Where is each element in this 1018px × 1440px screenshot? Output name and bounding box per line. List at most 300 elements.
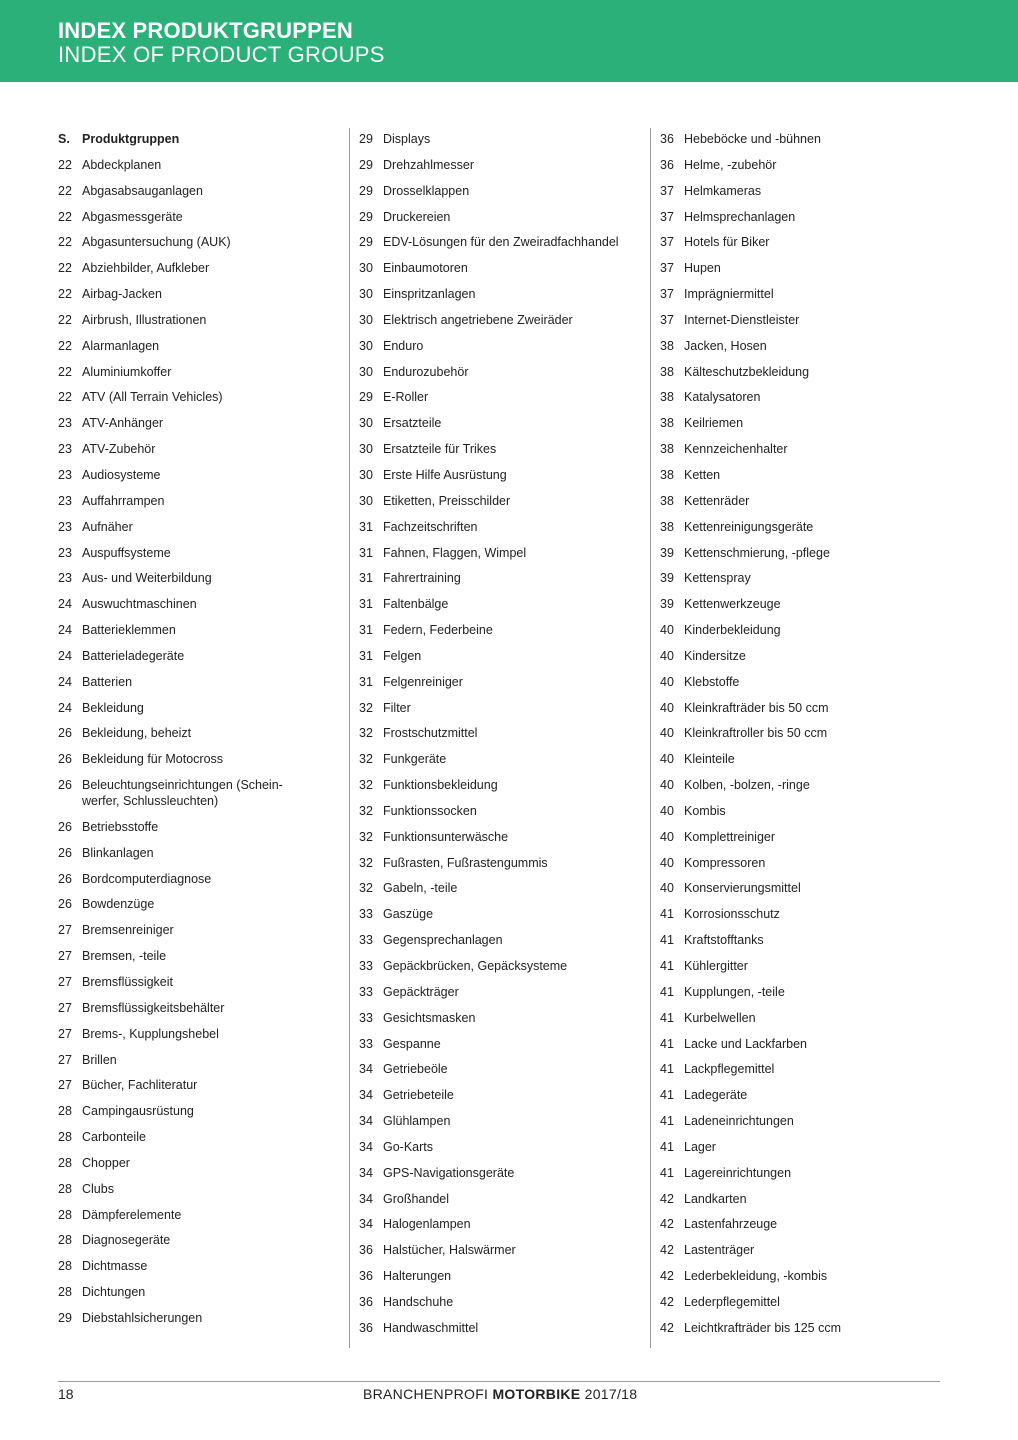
- index-entry: [359, 545, 651, 561]
- entry-label-wrap: [82, 871, 338, 887]
- index-entry: [58, 845, 338, 861]
- index-entry: [58, 596, 338, 612]
- entry-label: Enduro: [383, 338, 424, 353]
- entry-label-wrap: [383, 570, 651, 586]
- entry-page-number: 27: [58, 1052, 72, 1067]
- entry-label-wrap: [82, 209, 338, 225]
- index-entry: [359, 1036, 651, 1052]
- index-entry: [660, 1010, 960, 1026]
- entry-label: Frostschutzmittel: [383, 726, 478, 741]
- index-entry: [359, 1165, 651, 1181]
- entry-page-number: 34: [359, 1088, 373, 1103]
- entry-label: Bremsenreiniger: [82, 923, 174, 938]
- entry-page-number: 34: [359, 1114, 373, 1129]
- index-entry: [660, 209, 960, 225]
- entry-label-wrap: [383, 157, 651, 173]
- index-entry: [58, 415, 338, 431]
- entry-page-number: 32: [359, 881, 373, 896]
- entry-label: Kompressoren: [684, 855, 766, 870]
- entry-label-wrap: [383, 131, 651, 147]
- index-entry: [58, 286, 338, 302]
- entry-label: Lastenfahrzeuge: [684, 1217, 778, 1232]
- entry-label: Felgenreiniger: [383, 674, 463, 689]
- entry-label: Dämpferelemente: [82, 1207, 182, 1222]
- index-entry: [660, 1061, 960, 1077]
- entry-page-number: 27: [58, 1078, 72, 1093]
- entry-label-wrap: [383, 674, 651, 690]
- entry-label: Go-Karts: [383, 1139, 434, 1154]
- entry-page-number: 32: [359, 752, 373, 767]
- index-entry: [58, 519, 338, 535]
- entry-label: Funkgeräte: [383, 752, 447, 767]
- entry-label: Kupplungen, -teile: [684, 984, 785, 999]
- index-entry: [359, 622, 651, 638]
- entry-label: EDV-Lösungen für den Zweiradfachhandel: [383, 235, 619, 250]
- index-entry: [660, 880, 960, 896]
- index-entry: [359, 467, 651, 483]
- entry-label-wrap: [82, 183, 338, 199]
- entry-label-wrap: [684, 1113, 960, 1129]
- entry-label-wrap: [82, 493, 338, 509]
- index-entry: [58, 570, 338, 586]
- entry-label: Jacken, Hosen: [684, 338, 767, 353]
- entry-page-number: 41: [660, 1139, 674, 1154]
- entry-label-wrap: [383, 596, 651, 612]
- entry-page-number: 27: [58, 1000, 72, 1015]
- entry-label-wrap: [383, 493, 651, 509]
- entry-page-number: 28: [58, 1233, 72, 1248]
- entry-page-number: 24: [58, 597, 72, 612]
- entry-label-wrap: [82, 260, 338, 276]
- entry-label-wrap: [684, 777, 960, 793]
- index-entry: [58, 183, 338, 199]
- page-number: 18: [58, 1386, 74, 1402]
- entry-page-number: 29: [359, 390, 373, 405]
- publication-title: [363, 1385, 637, 1403]
- entry-label-wrap: [684, 829, 960, 845]
- entry-label-wrap: [684, 648, 960, 664]
- entry-label-wrap: [684, 519, 960, 535]
- entry-label: Lederpflegemittel: [684, 1294, 780, 1309]
- index-entry: [58, 1026, 338, 1042]
- entry-label-wrap: [383, 519, 651, 535]
- entry-label: Internet-Dienstleister: [684, 312, 800, 327]
- entry-page-number: 22: [58, 235, 72, 250]
- entry-label-wrap: [383, 441, 651, 457]
- index-entry: [660, 1268, 960, 1284]
- entry-label-wrap: [383, 364, 651, 380]
- entry-label-wrap: [82, 922, 338, 938]
- entry-page-number: 38: [660, 442, 674, 457]
- entry-label-wrap: [383, 1216, 651, 1232]
- index-entry: [359, 932, 651, 948]
- index-entry: [58, 545, 338, 561]
- index-entry: [359, 1216, 651, 1232]
- entry-label: Bremsen, -teile: [82, 949, 167, 964]
- index-entry: [359, 234, 651, 250]
- header-banner: [0, 0, 1018, 82]
- entry-label-wrap: [383, 1139, 651, 1155]
- entry-label-wrap: [684, 855, 960, 871]
- index-entry: [359, 1320, 651, 1336]
- entry-page-number: 41: [660, 933, 674, 948]
- entry-label: Keilriemen: [684, 416, 744, 431]
- entry-page-number: 37: [660, 312, 674, 327]
- entry-page-number: 23: [58, 493, 72, 508]
- entry-label-wrap: [82, 519, 338, 535]
- index-entry: [359, 183, 651, 199]
- entry-page-number: 37: [660, 183, 674, 198]
- entry-label-wrap: [684, 1087, 960, 1103]
- entry-page-number: 27: [58, 923, 72, 938]
- entry-label-wrap: [684, 545, 960, 561]
- entry-label: Gabeln, -teile: [383, 881, 458, 896]
- index-entry: [58, 922, 338, 938]
- entry-label-wrap: [82, 441, 338, 457]
- entry-label: Ladeneinrichtungen: [684, 1114, 794, 1129]
- entry-label: Abgasabsauganlagen: [82, 183, 203, 198]
- entry-page-number: 42: [660, 1294, 674, 1309]
- entry-label-wrap: [383, 1087, 651, 1103]
- entry-label: Hotels für Biker: [684, 235, 770, 250]
- entry-label: Aus- und Weiterbildung: [82, 571, 212, 586]
- entry-label: Audiosysteme: [82, 467, 161, 482]
- entry-label-wrap: [82, 545, 338, 561]
- entry-label: Kälteschutzbekleidung: [684, 364, 810, 379]
- entry-label: Clubs: [82, 1181, 114, 1196]
- entry-label: Abdeckplanen: [82, 157, 162, 172]
- entry-label-wrap: [684, 157, 960, 173]
- entry-label-wrap: [684, 1036, 960, 1052]
- entry-label: Etiketten, Preisschilder: [383, 493, 511, 508]
- entry-label: Fußrasten, Fußrastengummis: [383, 855, 548, 870]
- entry-label: Felgen: [383, 648, 422, 663]
- entry-label: Getriebeöle: [383, 1062, 448, 1077]
- entry-page-number: 41: [660, 984, 674, 999]
- index-entry: [58, 312, 338, 328]
- index-entry: [58, 648, 338, 664]
- index-entry: [58, 1052, 338, 1068]
- index-entry: [359, 157, 651, 173]
- entry-label: Brillen: [82, 1052, 117, 1067]
- index-entry: [359, 570, 651, 586]
- entry-label: Lackpflegemittel: [684, 1062, 775, 1077]
- entry-label-wrap: [82, 389, 338, 405]
- entry-label-wrap: [684, 1216, 960, 1232]
- index-entry: [58, 1077, 338, 1093]
- entry-page-number: 31: [359, 571, 373, 586]
- entry-label: Gespanne: [383, 1036, 441, 1051]
- entry-label-wrap: [684, 1010, 960, 1026]
- entry-label: Drosselklappen: [383, 183, 470, 198]
- index-entry: [660, 1294, 960, 1310]
- entry-page-number: 23: [58, 545, 72, 560]
- entry-page-number: 38: [660, 338, 674, 353]
- entry-label-wrap: [82, 1310, 338, 1326]
- index-entry: [660, 234, 960, 250]
- entry-label: Einbaumotoren: [383, 261, 468, 276]
- entry-label: Druckereien: [383, 209, 451, 224]
- entry-label: Abgasuntersuchung (AUK): [82, 235, 231, 250]
- index-entry: [660, 441, 960, 457]
- entry-page-number: 26: [58, 871, 72, 886]
- entry-label-wrap: [383, 1191, 651, 1207]
- entry-label: Diagnosegeräte: [82, 1233, 171, 1248]
- index-entry: [359, 829, 651, 845]
- entry-label-wrap: [82, 312, 338, 328]
- entry-label-wrap: [82, 1077, 338, 1093]
- entry-page-number: 38: [660, 493, 674, 508]
- entry-page-number: 32: [359, 803, 373, 818]
- index-entry: [359, 364, 651, 380]
- entry-label: Gepäckträger: [383, 984, 459, 999]
- entry-label-wrap: [684, 209, 960, 225]
- entry-label: ATV-Zubehör: [82, 442, 156, 457]
- entry-page-number: 27: [58, 949, 72, 964]
- index-entry: [359, 260, 651, 276]
- index-entry: [58, 1232, 338, 1248]
- entry-label-wrap: [383, 958, 651, 974]
- entry-label-wrap: [82, 1232, 338, 1248]
- entry-label: Einspritzanlagen: [383, 287, 476, 302]
- index-entry: [58, 948, 338, 964]
- entry-page-number: 26: [58, 897, 72, 912]
- entry-page-number: 32: [359, 855, 373, 870]
- entry-label: Federn, Federbeine: [383, 623, 493, 638]
- entry-page-number: 23: [58, 571, 72, 586]
- entry-label: Fachzeitschriften: [383, 519, 478, 534]
- entry-label-wrap: [383, 1294, 651, 1310]
- index-entry: [660, 1036, 960, 1052]
- entry-label-wrap: [82, 467, 338, 483]
- entry-label: Diebstahlsicherungen: [82, 1310, 203, 1325]
- entry-page-number: 42: [660, 1243, 674, 1258]
- entry-label: Halterungen: [383, 1269, 452, 1284]
- entry-label-wrap: [82, 622, 338, 638]
- entry-label: Abziehbilder, Aufkleber: [82, 261, 210, 276]
- index-entry: [660, 906, 960, 922]
- entry-label: Campingausrüstung: [82, 1104, 194, 1119]
- entry-label: Faltenbälge: [383, 597, 449, 612]
- entry-label-wrap: [82, 948, 338, 964]
- entry-label-wrap: [82, 1026, 338, 1042]
- index-entry: [660, 829, 960, 845]
- index-entry: [660, 364, 960, 380]
- title-german: INDEX PRODUKTGRUPPEN: [58, 18, 353, 43]
- entry-label: Bowdenzüge: [82, 897, 155, 912]
- entry-label: Blinkanlagen: [82, 845, 154, 860]
- entry-label: Imprägniermittel: [684, 287, 774, 302]
- index-entry: [359, 596, 651, 612]
- entry-label-wrap: [684, 1191, 960, 1207]
- entry-page-number: 22: [58, 157, 72, 172]
- entry-label: Kettenspray: [684, 571, 751, 586]
- index-entry: [660, 1113, 960, 1129]
- entry-page-number: 37: [660, 209, 674, 224]
- entry-page-number: 33: [359, 933, 373, 948]
- index-entry: [58, 234, 338, 250]
- entry-label: Kühlergitter: [684, 959, 748, 973]
- entry-page-number: 30: [359, 416, 373, 431]
- entry-page-number: 38: [660, 519, 674, 534]
- entry-label: Auswuchtmaschinen: [82, 597, 197, 612]
- entry-page-number: 34: [359, 1191, 373, 1206]
- entry-page-number: 41: [660, 1036, 674, 1051]
- entry-label-wrap: [82, 674, 338, 690]
- entry-label-wrap: [383, 1036, 651, 1052]
- publication-prefix: BRANCHENPROFI: [363, 1386, 493, 1402]
- entry-label: Kettenwerkzeuge: [684, 597, 781, 612]
- entry-label-wrap: [684, 1268, 960, 1284]
- entry-label-wrap: [383, 829, 651, 845]
- entry-page-number: 37: [660, 261, 674, 276]
- index-entry: [660, 984, 960, 1000]
- entry-label: Kettenschmierung, -pflege: [684, 545, 830, 560]
- entry-label-wrap: [82, 234, 338, 250]
- entry-label: Ersatzteile: [383, 416, 442, 431]
- entry-label: Großhandel: [383, 1191, 450, 1206]
- entry-page-number: 40: [660, 881, 674, 896]
- index-column-1: [58, 128, 338, 1336]
- entry-label: Aufnäher: [82, 519, 133, 534]
- entry-label-wrap: [82, 700, 338, 716]
- entry-label: Airbag-Jacken: [82, 287, 162, 302]
- entry-label-wrap: [82, 1129, 338, 1145]
- index-entry: [58, 260, 338, 276]
- index-entry: [660, 622, 960, 638]
- entry-label: Funktionsbekleidung: [383, 778, 498, 793]
- index-entry: [58, 674, 338, 690]
- entry-page-number: 31: [359, 623, 373, 638]
- entry-page-number: 41: [660, 1010, 674, 1025]
- entry-page-number: 28: [58, 1181, 72, 1196]
- entry-label-wrap: [383, 1242, 651, 1258]
- index-entry: [359, 1061, 651, 1077]
- entry-page-number: 41: [660, 1062, 674, 1077]
- heading-group-label: Produktgruppen: [82, 132, 180, 146]
- entry-label-wrap: [684, 622, 960, 638]
- entry-label: Kindersitze: [684, 648, 746, 663]
- entry-page-number: 22: [58, 338, 72, 353]
- entry-label-wrap: [383, 777, 651, 793]
- entry-label: Kleinkraftroller bis 50 ccm: [684, 726, 828, 741]
- entry-page-number: 34: [359, 1217, 373, 1232]
- index-entry: [58, 1310, 338, 1326]
- index-column-2: [349, 128, 651, 1348]
- index-entry: [58, 1155, 338, 1171]
- entry-label: Kolben, -bolzen, -ringe: [684, 778, 810, 793]
- entry-label: Kleinteile: [684, 752, 735, 767]
- index-entry: [660, 183, 960, 199]
- entry-label: Batterieladegeräte: [82, 648, 185, 663]
- entry-label: Abgasmessgeräte: [82, 209, 183, 224]
- entry-label-wrap: [383, 751, 651, 767]
- index-entry: [58, 1207, 338, 1223]
- index-entry: [660, 1087, 960, 1103]
- index-entry: [359, 803, 651, 819]
- index-entry: [660, 286, 960, 302]
- entry-page-number: 29: [359, 157, 373, 172]
- entry-label-wrap: [684, 1139, 960, 1155]
- index-entry: [359, 1010, 651, 1026]
- entry-page-number: 40: [660, 803, 674, 818]
- entry-label: Hupen: [684, 261, 721, 276]
- entry-label-wrap: [383, 338, 651, 354]
- entry-label: GPS-Navigationsgeräte: [383, 1165, 515, 1180]
- entry-label: Dichtmasse: [82, 1259, 148, 1274]
- index-entry: [660, 700, 960, 716]
- entry-label: Displays: [383, 132, 431, 146]
- entry-label-wrap: [82, 974, 338, 990]
- entry-label: Bekleidung für Motocross: [82, 752, 224, 767]
- entry-label: Kombis: [684, 803, 726, 818]
- entry-page-number: 24: [58, 700, 72, 715]
- entry-page-number: 26: [58, 752, 72, 767]
- index-entry: [58, 364, 338, 380]
- entry-page-number: 40: [660, 829, 674, 844]
- entry-page-number: 34: [359, 1139, 373, 1154]
- entry-page-number: 37: [660, 235, 674, 250]
- heading-page-label: S.: [58, 132, 70, 146]
- entry-label-wrap: [684, 1294, 960, 1310]
- index-entry: [359, 131, 651, 147]
- index-entry: [660, 803, 960, 819]
- entry-label-wrap: [82, 1284, 338, 1300]
- entry-label-wrap: [82, 1155, 338, 1171]
- entry-page-number: 30: [359, 312, 373, 327]
- index-entry: [660, 932, 960, 948]
- index-entry: [359, 338, 651, 354]
- entry-label-wrap: [684, 415, 960, 431]
- entry-label-wrap: [82, 157, 338, 173]
- entry-label: Kennzeichenhalter: [684, 442, 788, 457]
- entry-label-wrap: [383, 1061, 651, 1077]
- entry-page-number: 22: [58, 183, 72, 198]
- entry-label: Elektrisch angetriebene Zweiräder: [383, 312, 573, 327]
- index-entry: [359, 1294, 651, 1310]
- entry-label: Halogenlampen: [383, 1217, 471, 1232]
- entry-label-wrap: [684, 751, 960, 767]
- entry-page-number: 33: [359, 907, 373, 922]
- entry-label: Helmsprechanlagen: [684, 209, 796, 224]
- entry-label-wrap: [82, 751, 338, 767]
- entry-label-wrap: [684, 312, 960, 328]
- entry-label: Korrosionsschutz: [684, 907, 780, 922]
- index-entry: [660, 389, 960, 405]
- entry-label: Konservierungsmittel: [684, 881, 801, 896]
- entry-page-number: 33: [359, 984, 373, 999]
- entry-page-number: 34: [359, 1165, 373, 1180]
- index-entry: [359, 880, 651, 896]
- entry-label-wrap: [684, 674, 960, 690]
- entry-page-number: 28: [58, 1207, 72, 1222]
- index-entry: [359, 958, 651, 974]
- index-entry: [58, 389, 338, 405]
- entry-page-number: 42: [660, 1269, 674, 1284]
- index-entry: [660, 1242, 960, 1258]
- index-entry: [660, 1165, 960, 1181]
- entry-page-number: 30: [359, 442, 373, 457]
- index-entry: [359, 855, 651, 871]
- entry-label: Gaszüge: [383, 907, 434, 922]
- index-entry: [660, 131, 960, 147]
- entry-label-continued: werfer, Schlussleuchten): [82, 794, 219, 809]
- index-entry: [58, 751, 338, 767]
- entry-page-number: 36: [359, 1294, 373, 1309]
- entry-label-wrap: [383, 1113, 651, 1129]
- entry-page-number: 30: [359, 364, 373, 379]
- entry-page-number: 36: [359, 1243, 373, 1258]
